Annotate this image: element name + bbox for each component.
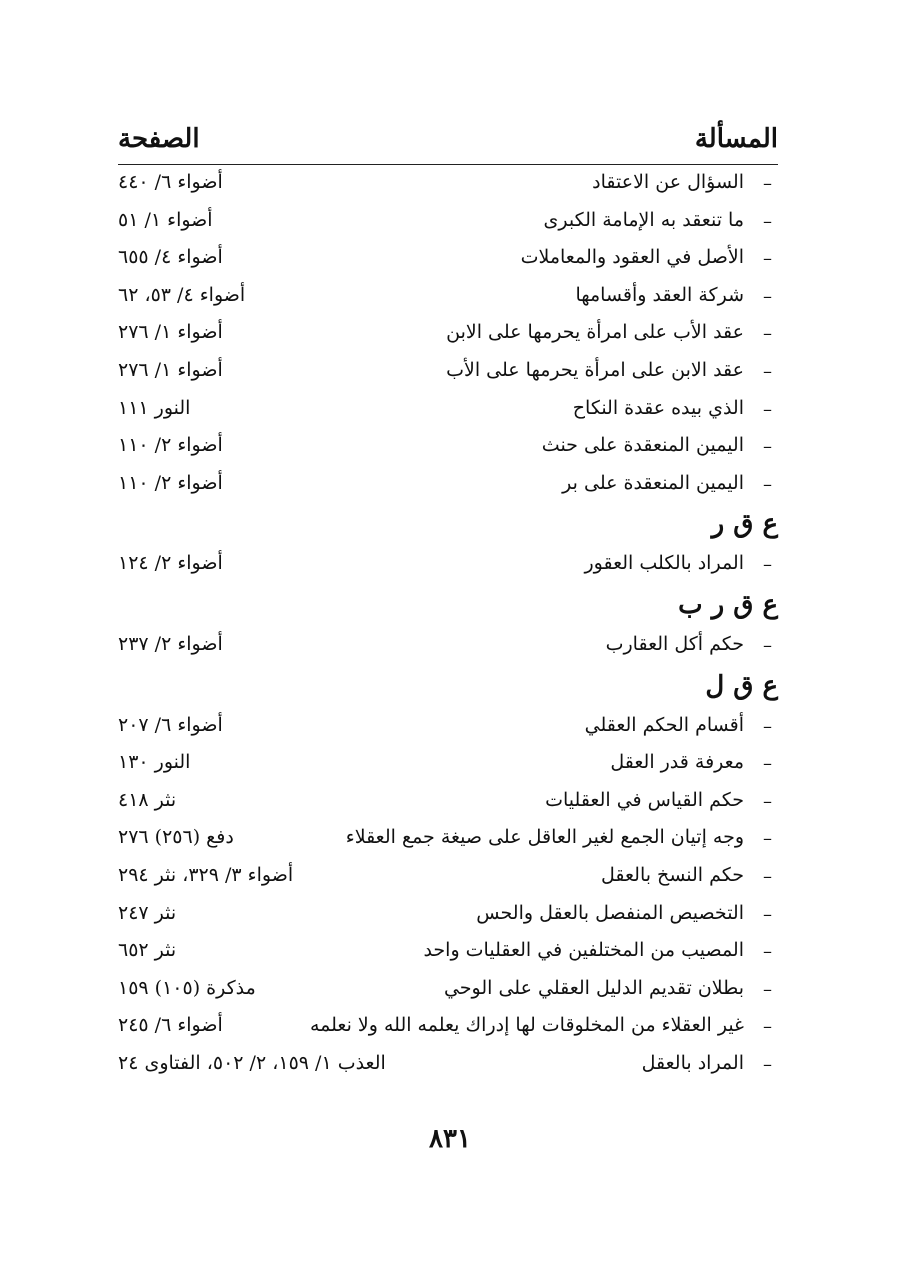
- entry-topic: اليمين المنعقدة على حنث: [541, 434, 744, 457]
- entry-dash: –: [763, 473, 772, 495]
- index-list: [118, 167, 778, 1085]
- entry-reference: أضواء ١/ ٥١: [118, 208, 213, 231]
- entry-reference: نثر ٦٥٢: [118, 939, 177, 962]
- entry-reference: نثر ٤١٨: [118, 788, 177, 811]
- index-entry: [118, 973, 778, 1011]
- entry-reference: أضواء ٦/ ٤٤٠: [118, 171, 223, 193]
- index-entry: [118, 355, 778, 393]
- entry-dash: –: [763, 554, 772, 576]
- index-entry: [118, 747, 778, 785]
- root-letters: ع ق ل: [705, 670, 778, 701]
- root-letters: ع ق ر ب: [678, 589, 778, 620]
- entry-dash: –: [763, 398, 772, 420]
- entry-reference: أضواء ٣/ ٣٢٩، نثر ٢٩٤: [118, 863, 294, 886]
- entry-dash: –: [763, 865, 772, 887]
- entry-topic: غير العقلاء من المخلوقات لها إدراك يعلمه الله ولا نعلمه: [309, 1014, 744, 1037]
- entry-reference: أضواء ٢/ ١١٠: [118, 434, 223, 457]
- entry-dash: –: [763, 1053, 772, 1075]
- index-entry: [118, 430, 778, 468]
- root-letters: ع ق ر: [711, 509, 778, 540]
- entry-topic: المصيب من المختلفين في العقليات واحد: [423, 939, 744, 962]
- entry-reference: أضواء ١/ ٢٧٦: [118, 358, 223, 381]
- header-topic-label: المسألة: [694, 124, 778, 154]
- index-entry: [118, 629, 778, 667]
- entry-reference: النور ١١١: [118, 396, 191, 419]
- entry-topic: بطلان تقديم الدليل العقلي على الوحي: [443, 976, 744, 999]
- entry-reference: العذب ١/ ١٥٩، ٢/ ٥٠٢، الفتاوى ٢٤: [118, 1051, 386, 1074]
- entry-topic: وجه إتيان الجمع لغير العاقل على صيغة جمع العقلاء: [345, 826, 744, 849]
- entry-topic: حكم أكل العقارب: [605, 632, 744, 655]
- table-header: [118, 118, 778, 165]
- entry-reference: أضواء ٦/ ٢٠٧: [118, 713, 223, 736]
- entry-dash: –: [763, 941, 772, 963]
- entry-topic: المراد بالعقل: [641, 1051, 744, 1074]
- index-entry: [118, 898, 778, 936]
- entry-topic: السؤال عن الاعتقاد: [592, 171, 744, 193]
- index-entry: [118, 785, 778, 823]
- entry-dash: –: [763, 210, 772, 232]
- entry-reference: أضواء ٢/ ١١٠: [118, 471, 223, 494]
- entry-reference: نثر ٢٤٧: [118, 901, 177, 924]
- entry-topic: اليمين المنعقدة على بر: [562, 471, 744, 494]
- entry-topic: عقد الأب على امرأة يحرمها على الابن: [446, 321, 744, 344]
- entry-reference: النور ١٣٠: [118, 751, 191, 774]
- entry-reference: أضواء ٦/ ٢٤٥: [118, 1014, 223, 1037]
- entry-topic: حكم القياس في العقليات: [545, 788, 744, 811]
- entry-dash: –: [763, 634, 772, 656]
- entry-dash: –: [763, 436, 772, 458]
- entry-dash: –: [763, 903, 772, 925]
- index-entry: [118, 393, 778, 431]
- index-entry: [118, 1010, 778, 1048]
- header-page-label: الصفحة: [118, 124, 200, 154]
- index-entry: [118, 548, 778, 586]
- index-entry: [118, 935, 778, 973]
- entry-dash: –: [763, 323, 772, 345]
- entry-reference: أضواء ١/ ٢٧٦: [118, 321, 223, 344]
- root-heading: [118, 505, 778, 548]
- index-entry: [118, 468, 778, 506]
- entry-topic: شركة العقد وأقسامها: [575, 283, 744, 306]
- index-entry: [118, 167, 778, 205]
- entry-reference: أضواء ٢/ ١٢٤: [118, 552, 223, 575]
- entry-dash: –: [763, 285, 772, 307]
- entry-topic: التخصيص المنفصل بالعقل والحس: [476, 901, 744, 924]
- entry-topic: الذي بيده عقدة النكاح: [572, 396, 744, 419]
- entry-topic: أقسام الحكم العقلي: [584, 713, 744, 736]
- entry-dash: –: [763, 1016, 772, 1038]
- entry-dash: –: [763, 715, 772, 737]
- entry-topic: الأصل في العقود والمعاملات: [520, 246, 744, 269]
- index-entry: [118, 280, 778, 318]
- index-entry: [118, 242, 778, 280]
- entry-dash: –: [763, 360, 772, 382]
- index-entry: [118, 710, 778, 748]
- entry-reference: أضواء ٤/ ٥٣، ٦٢: [118, 283, 246, 306]
- index-entry: [118, 822, 778, 860]
- entry-reference: مذكرة (١٠٥) ١٥٩: [118, 976, 256, 999]
- entry-topic: المراد بالكلب العقور: [584, 552, 744, 575]
- entry-dash: –: [763, 248, 772, 270]
- entry-reference: دفع (٢٥٦) ٢٧٦: [118, 826, 234, 849]
- entry-reference: أضواء ٢/ ٢٣٧: [118, 632, 223, 655]
- index-entry: [118, 860, 778, 898]
- root-heading: [118, 586, 778, 629]
- entry-topic: حكم النسخ بالعقل: [600, 863, 744, 886]
- entry-dash: –: [763, 173, 772, 194]
- index-entry: [118, 205, 778, 243]
- index-entry: [118, 1048, 778, 1086]
- entry-reference: أضواء ٤/ ٦٥٥: [118, 246, 223, 269]
- entry-topic: عقد الابن على امرأة يحرمها على الأب: [446, 358, 744, 381]
- entry-dash: –: [763, 753, 772, 775]
- entry-topic: معرفة قدر العقل: [610, 751, 744, 774]
- root-heading: [118, 667, 778, 710]
- page-number: ٨٣١: [429, 1124, 471, 1154]
- index-entry: [118, 317, 778, 355]
- entry-dash: –: [763, 790, 772, 812]
- entry-dash: –: [763, 828, 772, 850]
- entry-topic: ما تنعقد به الإمامة الكبرى: [543, 208, 744, 231]
- entry-dash: –: [763, 978, 772, 1000]
